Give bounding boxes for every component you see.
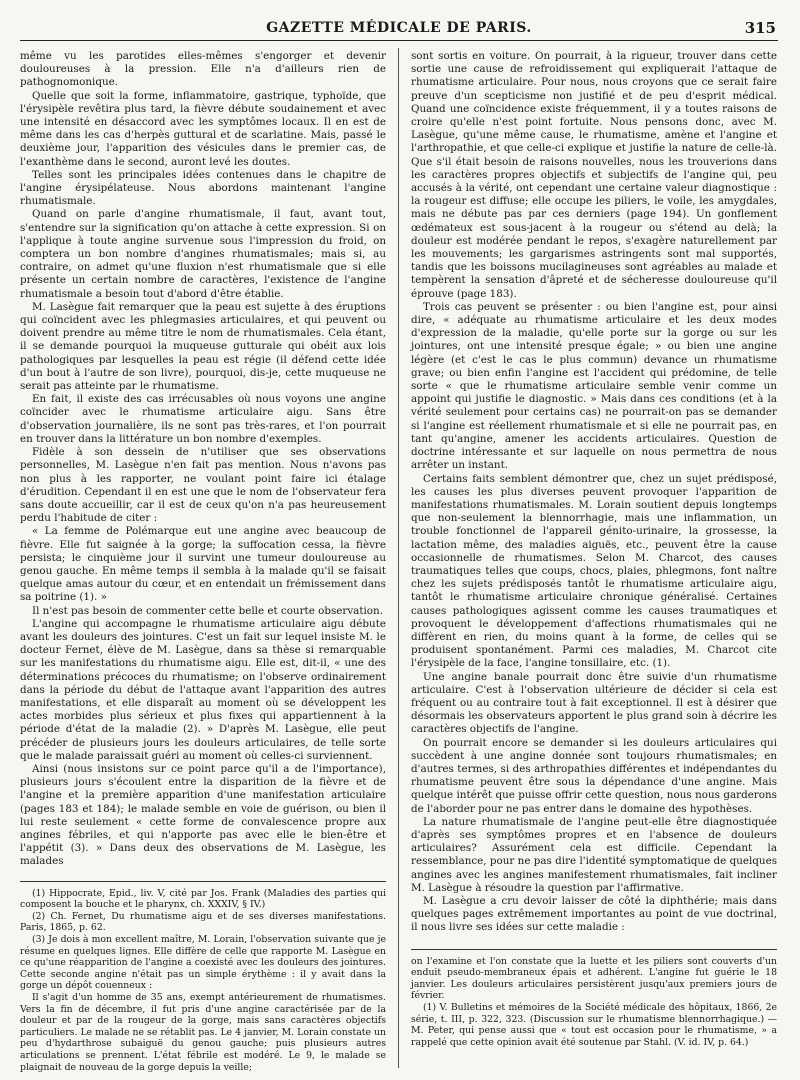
journal-title: GAZETTE MÉDICALE DE PARIS. [266, 20, 532, 36]
paragraph: Fidèle à son dessein de n'utiliser que ses observations personnelles, M. Lasègue n'en fait pas mention. Nous n'avons pas non plus à les rapporter, ne voulant point faire ici étalage d'érudition. Cependant il en est une que le nom de l'observateur fera sans doute accueillir, car il est de ceux qu'on n'a pas heureusement perdu l'habitude de citer : [20, 446, 386, 525]
paragraph: Quelle que soit la forme, inflammatoire, gastrique, typhoïde, que l'érysipèle revêtira plus tard, la fièvre débute soudainement et avec une intensité en désaccord avec les symptômes locaux. Il en est de même dans les cas d'herpès guttural et de scarlatine. Mais, passé le deuxième jour, l'apparition des vésicules dans le premier cas, de l'exanthème dans le second, auront levé les doutes. [20, 89, 386, 168]
right-column [411, 50, 777, 1048]
paragraph: même vu les parotides elles-mêmes s'engorger et devenir douloureuses à la pression. Elle n'a d'ailleurs rien de pathognomonique. [20, 50, 386, 89]
paragraph: Quand on parle d'angine rhumatismale, il faut, avant tout, s'entendre sur la signification qu'on attache à cette expression. Si on l'applique à toute angine survenue sous l'impression du froid, on comptera un bon nombre d'angines rhumatismales; mais si, au contraire, on admet qu'une fluxion n'est rhumatismale que si elle présente un certain nombre de caractères, l'existence de l'angine rhumatismale a besoin tout d'abord d'être établie. [20, 208, 386, 300]
footnote-separator [20, 881, 386, 882]
footnote: (1) V. Bulletins et mémoires de la Société médicale des hôpitaux, 1866, 2e série, t. III, p. 322, 323. (Discussion sur le rhumatisme blennorrhagique.) — M. Peter, qui pense aussi que « tout est occasion pour le rhumatisme, » a rappelé que cette opinion avait été soutenue par Stahl. (V. id. IV, p. 64.) [411, 1001, 777, 1048]
right-footnotes [411, 956, 777, 1049]
footnote-separator [411, 949, 777, 950]
page-number: 315 [744, 19, 776, 37]
paragraph: M. Lasègue fait remarquer que la peau est sujette à des éruptions qui coïncident avec les phlegmasies articulaires, et qui peuvent ou doivent prendre au même titre le nom de rhumatismales. Cela étant, il se demande pourquoi la muqueuse gutturale qui obéit aux lois pathologiques par lesquelles la peau est régie (il défend cette idée d'un bout à l'autre de son livre), pourquoi, dis-je, cette muqueuse ne serait pas atteinte par le rhumatisme. [20, 300, 386, 393]
paragraph: Ainsi (nous insistons sur ce point parce qu'il a de l'importance), plusieurs jours s'écoulent entre la disparition de la fièvre et de l'angine et la première apparition d'une manifestation articulaire (pages 183 et 184); le malade semble en voie de guérison, ou bien il lui reste seulement « cette forme de convalescence propre aux angines fébriles, et qui n'apporte pas avec elle le bien-être et l'appétit (3). » Dans deux des observations de M. Lasègue, les malades [20, 762, 386, 868]
footnote: (1) Hippocrate, Epid., liv. V, cité par Jos. Frank (Maladies des parties qui composent la bouche et le pharynx, ch. XXXIV, § IV.) [20, 887, 386, 911]
paragraph: La nature rhumatismale de l'angine peut-elle être diagnostiquée d'après ses symptômes propres et en l'absence de douleurs articulaires? Assurément cela est difficile. Cependant la ressemblance, pour ne pas dire l'identité symptomatique de quelques angines avec les angines manifestement rhumatismales, fait incliner M. Lasègue à résoudre la question par l'affirmative. [411, 815, 777, 894]
paragraph: M. Lasègue a cru devoir laisser de côté la diphthérie; mais dans quelques pages extrêmement importantes au point de vue doctrinal, il nous livre ses idées sur cette maladie : [411, 895, 777, 934]
paragraph: L'angine qui accompagne le rhumatisme articulaire aigu débute avant les douleurs des jointures. C'est un fait sur lequel insiste M. le docteur Fernet, élève de M. Lasègue, dans sa thèse si remarquable sur les manifestations du rhumatisme aigu. Elle est, dit-il, « une des déterminations précoces du rhumatisme; on l'observe ordinairement dans la période du début de l'attaque avant l'apparition des autres manifestations, et elle disparaît au moment où se développent les actes morbides plus sérieux et plus fixes qui appartiennent à la période d'état de la maladie (2). » D'après M. Lasègue, elle peut précéder de plusieurs jours les douleurs articulaires, de telle sorte que le malade paraissait guéri au moment où celles-ci surviennent. [20, 617, 386, 762]
paragraph: En fait, il existe des cas irrécusables où nous voyons une angine coïncider avec le rhumatisme articulaire aigu. Sans être d'observation journalière, ils ne sont pas très-rares, et l'on pourrait en trouver dans la littérature un bon nombre d'exemples. [20, 393, 386, 445]
paragraph: Il n'est pas besoin de commenter cette belle et courte observation. [32, 604, 383, 617]
footnote: (2) Ch. Fernet, Du rhumatisme aigu et de ses diverses manifestations. Paris, 1865, p. 62. [20, 910, 386, 934]
column-divider [398, 48, 399, 1068]
paragraph: Telles sont les principales idées contenues dans le chapitre de l'angine érysipélateuse. Nous abordons maintenant l'angine rhumatismale. [20, 168, 386, 208]
left-footnotes [20, 888, 386, 1074]
paragraph: Certains faits semblent démontrer que, chez un sujet prédisposé, les causes les plus diverses peuvent provoquer l'apparition de manifestations rhumatismales. M. Lorain soutient depuis longtemps que non-seulement la blennorrhagie, mais une inflammation, un trouble fonctionnel de l'appareil génito-urinaire, la grossesse, la lactation même, des maladies aiguës, etc., peuvent être la cause occasionnelle de rhumatismes. Selon M. Charcot, des causes traumatiques telles que coups, chocs, plaies, phlegmons, font naître chez les sujets prédisposés tantôt le rhumatisme articulaire aigu, tantôt le rhumatisme articulaire chronique généralisé. Certaines causes pathologiques agissent comme les causes traumatiques et provoquent le développement d'affections rhumatismales qui ne diffèrent en rien, du moins quant à la forme, de celles qui se produisent spontanément. Parmi ces maladies, M. Charcot cite l'érysipèle de la face, l'angine tonsillaire, etc. (1). [411, 472, 777, 670]
paragraph: Une angine banale pourrait donc être suivie d'un rhumatisme articulaire. C'est à l'observation ultérieure de décider si cela est fréquent ou au contraire tout à fait exceptionnel. Il est à désirer que désormais les observateurs apportent le plus grand soin à décrire les caractères objectifs de l'angine. [411, 670, 777, 736]
left-column [20, 50, 386, 1073]
paragraph: Trois cas peuvent se présenter : ou bien l'angine est, pour ainsi dire, « adéquate au rhumatisme articulaire et les deux modes d'expression de la maladie, qu'elle porte sur la gorge ou sur les jointures, ont une intensité presque égale; » ou bien une angine légère (et c'est le cas le plus commun) devance un rhumatisme grave; ou bien enfin l'angine est l'accident qui prédomine, de telle sorte « que le rhumatisme articulaire semble venir comme un appoint qui justifie le diagnostic. » Mais dans ces conditions (et à la vérité seulement pour certains cas) ne pourrait-on pas se demander si l'angine est réellement rhumatismale et si elle ne pourrait pas, en tant qu'angine, amener les accidents articulaires. Question de doctrine intéressante et sur laquelle on nous permettra de nous arrêter un instant. [411, 300, 777, 472]
quotation: « La femme de Polémarque eut une angine avec beaucoup de fièvre. Elle fut saignée à la gorge; la suffocation cessa, la fièvre persista; le cinquième jour il survint une tumeur douloureuse au genou gauche. En même temps il sembla à la malade qu'il se faisait quelque amas autour du cœur, et en entendait un frémissement dans sa poitrine (1). » [20, 525, 386, 604]
footnote: (3) Je dois à mon excellent maître, M. Lorain, l'observation suivante que je résume en quelques lignes. Elle diffère de celle que rapporte M. Lasègue en ce qu'une réapparition de l'angine a coexisté avec les douleurs des jointures. Cette seconde angine n'était pas un simple érythème : il y avait dans la gorge un dépôt couenneux : [20, 933, 386, 992]
paragraph: sont sortis en voiture. On pourrait, à la rigueur, trouver dans cette sortie une cause de refroidissement qui expliquerait l'attaque de rhumatisme articulaire. Pour nous, nous croyons que ce serait faire preuve d'un scepticisme non justifié et de peu d'esprit médical. Quand une coïncidence existe fréquemment, il y a toutes raisons de croire qu'elle n'est point fortuite. Nous pensons donc, avec M. Lasègue, qu'une même cause, le rhumatisme, amène et l'angine et l'arthropathie, et que celle-ci explique et justifie la nature de celle-là. Que s'il était besoin de raisons nouvelles, nous les trouverions dans les caractères propres objectifs et subjectifs de l'angine qui, peu accusés à la vérité, ont cependant une certaine valeur diagnostique : la rougeur est diffuse; elle occupe les piliers, le voile, les amygdales, mais ne débute pas par ces derniers (page 194). Un gonflement œdémateux est sous-jacent à la rougeur ou s'étend au delà; la douleur est modérée pendant le repos, s'exagère naturellement par les mouvements; les gargarismes astringents sont mal supportés, tandis que les boissons mucilagineuses sont agréables au malade et tempèrent la sensation d'âpreté et de sécheresse douloureuse qu'il éprouve (page 183). [411, 50, 777, 300]
paragraph: On pourrait encore se demander si les douleurs articulaires qui succèdent à une angine donnée sont toujours rhumatismales; en d'autres termes, si des arthropathies différentes et indépendantes du rhumatisme peuvent être sous la dépendance d'une angine. Mais quelque intérêt que puisse offrir cette question, nous nous garderons de l'aborder pour ne pas entrer dans le domaine des hypothèses. [411, 736, 777, 815]
footnote: Il s'agit d'un homme de 35 ans, exempt antérieurement de rhumatismes. Vers la fin de décembre, il fut pris d'une angine caractérisée par de la douleur et par de la rougeur de la gorge, mais sans caractères objectifs particuliers. Le malade ne se rétablit pas. Le 4 janvier, M. Lorain constate un peu d'hydarthrose subaiguë du genou gauche; puis plusieurs autres articulations se prennent. L'état fébrile est modéré. Le 9, le malade se plaignait de nouveau de la gorge depuis la veille; [20, 991, 386, 1073]
footnote-continuation: on l'examine et l'on constate que la luette et les piliers sont couverts d'un enduit pseudo-membraneux épais et adhérent. L'angine fut guérie le 18 janvier. Les douleurs articulaires persistèrent jusqu'aux premiers jours de février. [411, 955, 777, 1002]
page-header [20, 18, 778, 41]
